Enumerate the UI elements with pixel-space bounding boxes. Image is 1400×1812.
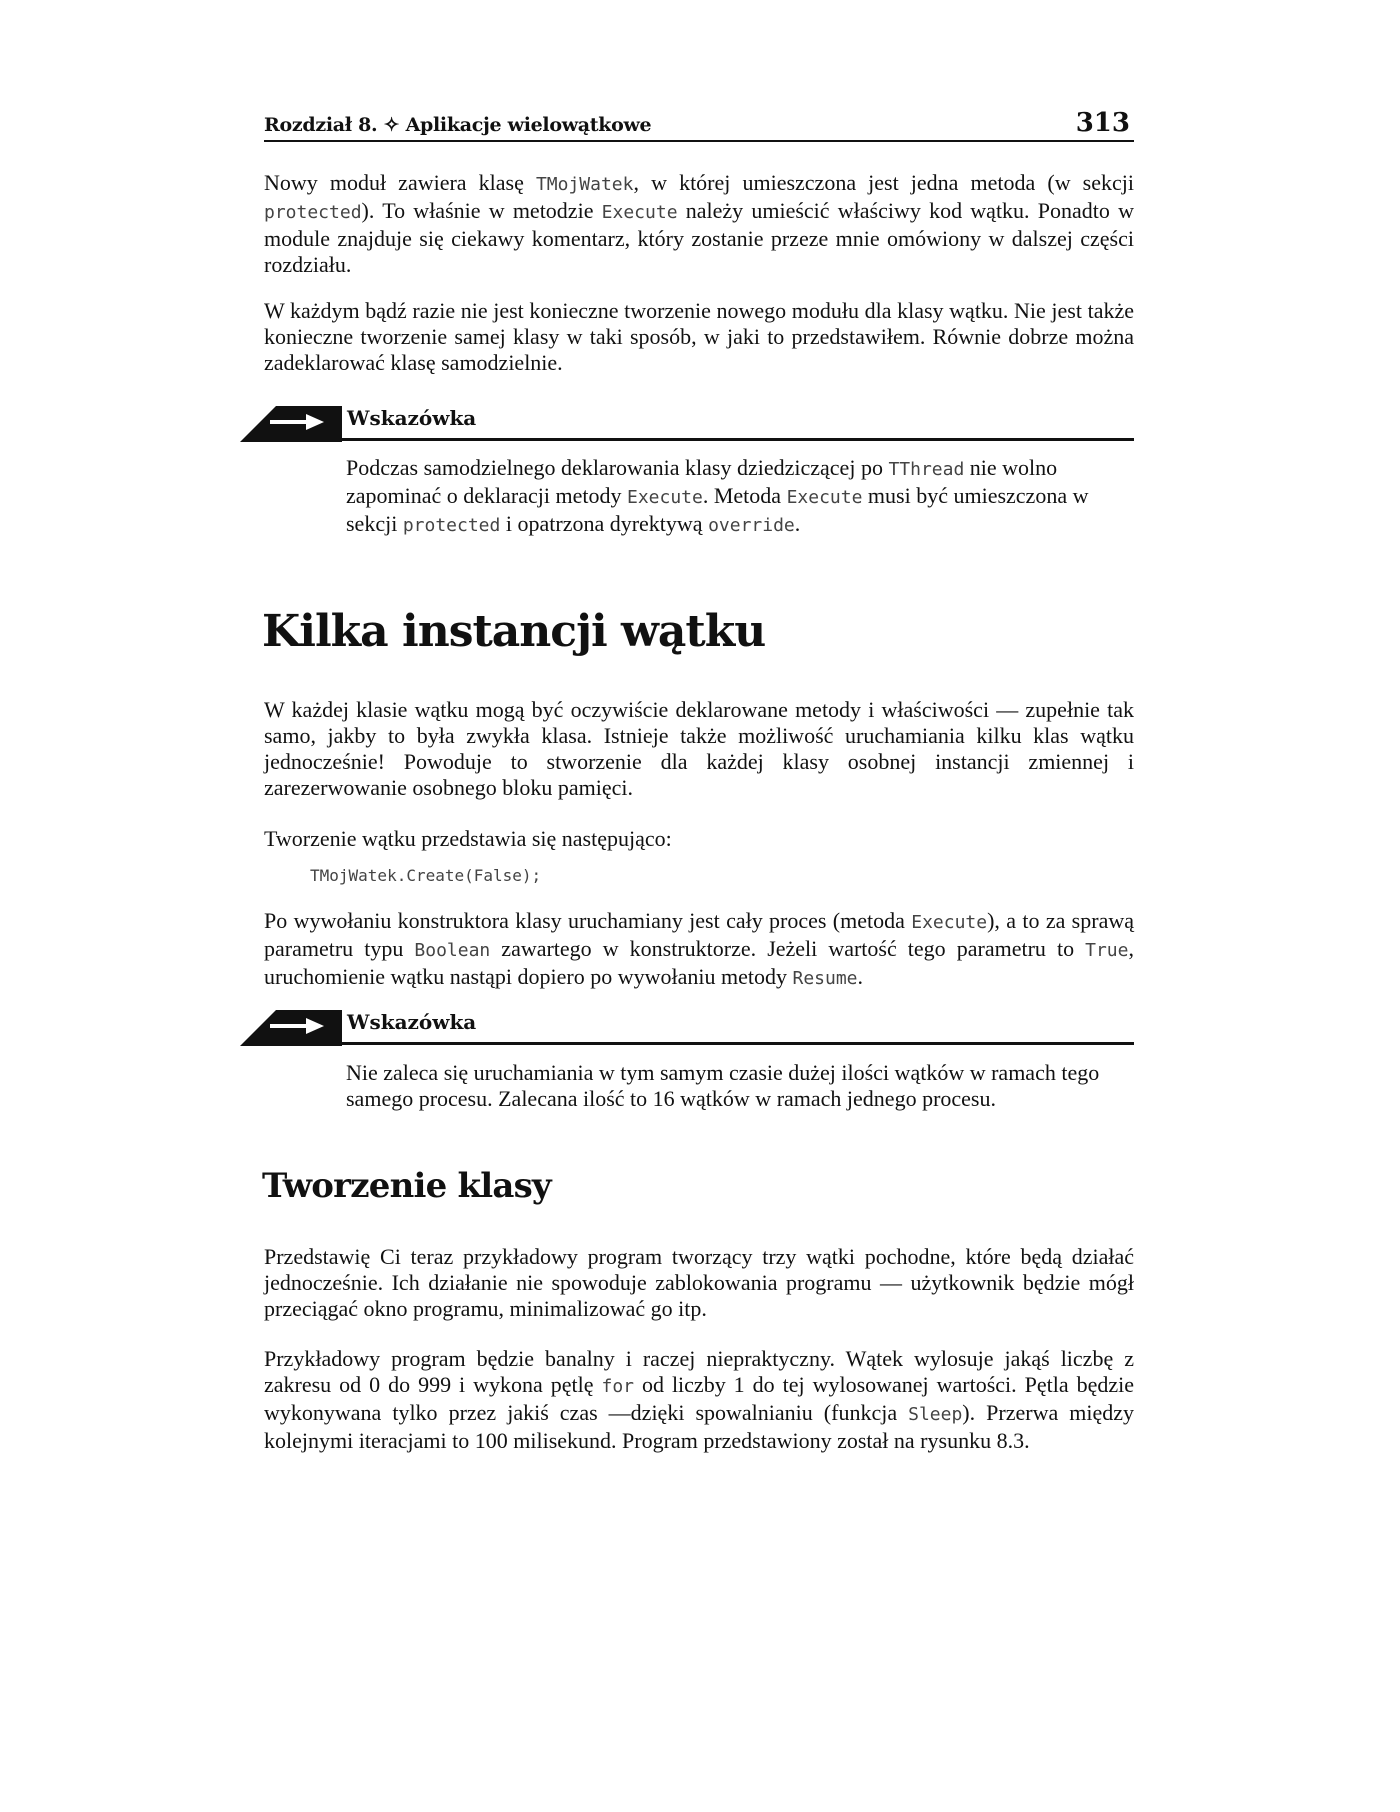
tip-body <box>346 455 1106 539</box>
text-run: ). Przerwa między kolejnymi iteracjami to 100 milisekund. Program przedstawiony został na rysunku 8.3. <box>264 1400 1134 1453</box>
code-inline: Resume <box>792 968 858 989</box>
paragraph-instances: W każdej klasie wątku mogą być oczywiście deklarowane metody i właściwości — zupełnie tak samo, jakby to była zwykła klasa. Istnieje także możliwość uruchamiania kilku klas wątku jednocześnie! Powoduje to stworzenie dla każdej klasy osobnej instancji zmiennej i zarezerwowanie osobnego bloku pamięci. <box>264 697 1134 800</box>
code-inline: Execute <box>601 202 678 223</box>
text-run: , uruchomienie wątku nastąpi dopiero po wywołaniu metody <box>264 936 1134 989</box>
text-run: Nowy moduł zawiera klasę <box>264 170 536 195</box>
tip-rule <box>340 438 1134 441</box>
text-run: ), a to za sprawą parametru typu <box>264 908 1134 961</box>
paragraph-constructor <box>264 908 1134 992</box>
text-run: , w której umieszczona jest jedna metoda (w sekcji <box>633 170 1134 195</box>
text-run: i opatrzona dyrektywą <box>500 511 709 536</box>
paragraph-example: Przedstawię Ci teraz przykładowy program tworzący trzy wątki pochodne, które będą działać jednocześnie. Ich działanie nie spowoduje zablokowania programu — użytkownik będzie mógł przeciągać okno programu, minimalizować go itp. <box>264 1244 1134 1321</box>
paragraph-create: Tworzenie wątku przedstawia się następująco: <box>264 826 672 851</box>
paragraph-program <box>264 1346 1134 1454</box>
text-run: Po wywołaniu konstruktora klasy uruchamiany jest cały proces (metoda <box>264 908 912 933</box>
text-run: . Metoda <box>702 483 787 508</box>
subsection-heading: Tworzenie klasy <box>262 1166 551 1206</box>
text-run: . <box>794 511 801 536</box>
tip-header <box>240 1006 1134 1048</box>
tip-rule <box>340 1042 1134 1045</box>
code-inline: TMojWatek <box>535 174 634 195</box>
arrow-icon <box>240 1006 342 1046</box>
code-inline: protected <box>264 202 362 223</box>
page-number: 313 <box>1075 108 1130 138</box>
running-head <box>264 104 1134 142</box>
code-inline: override <box>708 515 795 536</box>
text-run: od liczby 1 do tej wylosowanej wartości. Pętla będzie wykonywana tylko przez jakiś czas —dzięki spowalnianiu (funkcja <box>264 1372 1135 1425</box>
code-inline: Execute <box>786 487 863 508</box>
text-run: . <box>857 964 864 989</box>
code-inline: True <box>1085 940 1129 961</box>
paragraph-module-note: W każdym bądź razie nie jest konieczne tworzenie nowego modułu dla klasy wątku. Nie jest także konieczne tworzenie samej klasy w taki sposób, w jaki to przedstawiłem. Równie dobrze można zadeklarować klasę samodzielnie. <box>264 298 1134 375</box>
tip-label: Wskazówka <box>347 406 477 430</box>
tip-body: Nie zaleca się uruchamiania w tym samym czasie dużej ilości wątków w ramach tego samego procesu. Zalecana ilość to 16 wątków w ramach jednego procesu. <box>346 1060 1100 1111</box>
code-inline: Execute <box>627 487 703 508</box>
code-inline: TThread <box>888 459 965 480</box>
code-inline: Execute <box>911 912 988 933</box>
code-inline: protected <box>402 515 501 536</box>
text-run: musi być umieszczona w sekcji <box>346 483 1089 536</box>
tip-header <box>240 402 1134 444</box>
text-run: Podczas samodzielnego deklarowania klasy dziedziczącej po <box>346 455 889 480</box>
code-inline: Boolean <box>414 940 491 961</box>
arrow-icon <box>240 402 342 442</box>
code-sample: TMojWatek.Create(False); <box>310 866 542 885</box>
text-run: należy umieścić właściwy kod wątku. Ponadto w module znajduje się ciekawy komentarz, który zostanie przeze mnie omówiony w dalszej części rozdziału. <box>264 198 1134 277</box>
text-run: zawartego w konstruktorze. Jeżeli wartość tego parametru to <box>490 936 1086 961</box>
section-heading: Kilka instancji wątku <box>262 606 766 657</box>
code-inline: Sleep <box>908 1404 963 1425</box>
tip-label: Wskazówka <box>347 1010 477 1034</box>
paragraph-intro <box>264 170 1134 278</box>
text-run: ). To właśnie w metodzie <box>361 198 602 223</box>
code-inline: for <box>601 1376 634 1397</box>
text-run: nie wolno zapominać o deklaracji metody <box>346 455 1058 508</box>
chapter-title: Rozdział 8. ✧ Aplikacje wielowątkowe <box>264 114 652 136</box>
text-run: Przykładowy program będzie banalny i raczej niepraktyczny. Wątek wylosuje jakąś liczbę z zakresu od 0 do 999 i wykona pętlę <box>264 1346 1134 1397</box>
